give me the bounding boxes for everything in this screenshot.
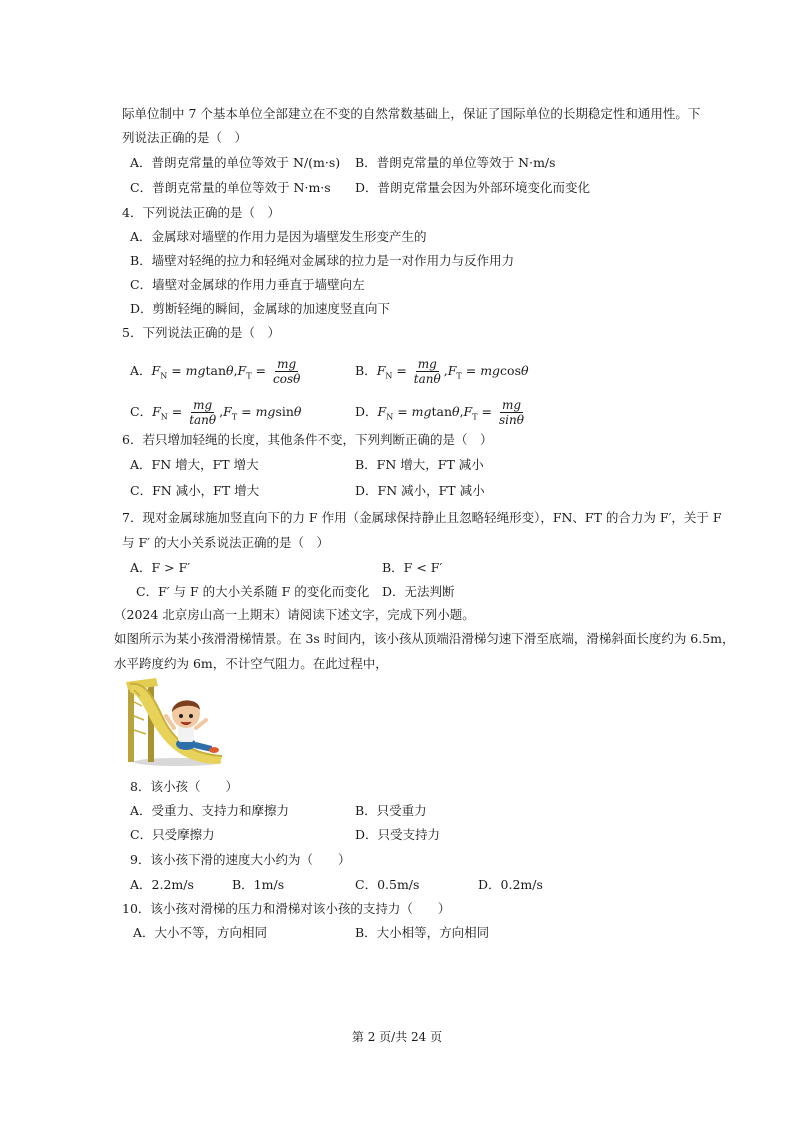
q7-option-c: C．F′ 与 F 的大小关系随 F 的变化而变化 (136, 584, 370, 599)
q4-stem: 4．下列说法正确的是（ ） (122, 205, 280, 220)
q3-option-b: B．普朗克常量的单位等效于 N·m/s (355, 155, 556, 170)
child-on-slide-illustration (122, 676, 226, 768)
q10-option-a: A．大小不等，方向相同 (133, 925, 268, 940)
q5-stem: 5．下列说法正确的是（ ） (122, 325, 280, 340)
q5-option-a-label: A． (130, 363, 152, 378)
q5-option-d-label: D． (355, 404, 378, 419)
q5-d-fraction: $\frac{mg}{\sin\theta}$ (499, 398, 524, 427)
passage-line-1: 如图所示为某小孩滑滑梯情景。在 3s 时间内，该小孩从顶端沿滑梯匀速下滑至底端，滑梯斜面长度约为 6.5m， (114, 631, 735, 646)
q3-option-c: C．普朗克常量的单位等效于 N·m·s (130, 180, 331, 195)
q8-option-d: D．只受支持力 (355, 827, 441, 842)
q4-option-b: B．墙壁对轻绳的拉力和轻绳对金属球的拉力是一对作用力与反作用力 (130, 253, 515, 268)
q10-stem: 10．该小孩对滑梯的压力和滑梯对该小孩的支持力（ ） (122, 901, 451, 916)
passage-source: （2024 北京房山高一上期末）请阅读下述文字，完成下列小题。 (114, 607, 475, 622)
q9-option-d: D．0.2m/s (478, 877, 543, 892)
q4-option-c: C．墙壁对金属球的作用力垂直于墙壁向左 (130, 277, 365, 292)
q7-option-a: A．F > F′ (130, 560, 191, 575)
page-footer: 第 2 页/共 24 页 (351, 1030, 443, 1044)
q4-option-a: A．金属球对墙壁的作用力是因为墙壁发生形变产生的 (130, 229, 427, 244)
q9-option-a: A．2.2m/s (130, 877, 194, 892)
passage-line-2: 水平跨度约为 6m，不计空气阻力。在此过程中， (114, 656, 388, 671)
intro-line-2: 列说法正确的是（ ） (122, 130, 248, 145)
intro-line-1: 际单位制中 7 个基本单位全部建立在不变的自然常数基础上，保证了国际单位的长期稳定性和通用性。下 (122, 106, 701, 121)
q6-option-a: A．FN 增大，FT 增大 (130, 457, 259, 472)
q7-stem-line-2: 与 F′ 的大小关系说法正确的是（ ） (122, 535, 329, 550)
q5-b-fraction: $\frac{mg}{\tan\theta}$ (413, 357, 441, 386)
q5-c-fraction: $\frac{mg}{\tan\theta}$ (189, 398, 217, 427)
q5-option-a: A．$F_N = mgtan\theta,F_T$ = $\frac{mg}{\cos\theta}$ (130, 357, 301, 386)
q5-option-b: B．$F_N$ = $\frac{mg}{\tan\theta}$ $,F_T = mgcos\theta$ (355, 357, 529, 386)
q7-stem-line-1: 7．现对金属球施加竖直向下的力 F 作用（金属球保持静止且忽略轻绳形变），FN、FT 的合力为 F′，关于 F (122, 510, 722, 525)
q5-option-c: C．$F_N$ = $\frac{mg}{\tan\theta}$ $,F_T = mgsin\theta$ (130, 398, 302, 427)
q7-option-b: B．F < F′ (382, 560, 443, 575)
q5-a-fraction: $\frac{mg}{\cos\theta}$ (273, 357, 301, 386)
q7-option-d: D．无法判断 (382, 584, 455, 599)
q8-option-a: A．受重力、支持力和摩擦力 (130, 803, 290, 818)
q5-option-c-label: C． (130, 404, 153, 419)
q9-stem: 9．该小孩下滑的速度大小约为（ ） (130, 852, 351, 867)
q10-option-b: B．大小相等，方向相同 (355, 925, 490, 940)
q3-option-d: D．普朗克常量会因为外部环境变化而变化 (355, 180, 591, 195)
q3-option-a: A．普朗克常量的单位等效于 N/(m·s) (130, 155, 341, 170)
q5-option-b-label: B． (355, 363, 377, 378)
q8-option-b: B．只受重力 (355, 803, 427, 818)
q9-option-c: C．0.5m/s (355, 877, 420, 892)
q9-option-b: B．1m/s (232, 877, 285, 892)
q6-stem: 6．若只增加轻绳的长度，其他条件不变，下列判断正确的是（ ） (122, 432, 493, 447)
q6-option-d: D．FN 减小，FT 减小 (355, 483, 485, 498)
q6-option-c: C．FN 减小，FT 增大 (130, 483, 260, 498)
q4-option-d: D．剪断轻绳的瞬间，金属球的加速度竖直向下 (130, 301, 391, 316)
q5-option-d: D．$F_N = mgtan\theta,F_T$ = $\frac{mg}{\sin\theta}$ (355, 398, 524, 427)
q6-option-b: B．FN 增大，FT 减小 (355, 457, 484, 472)
q8-option-c: C．只受摩擦力 (130, 827, 215, 842)
q8-stem: 8．该小孩（ ） (130, 779, 238, 794)
